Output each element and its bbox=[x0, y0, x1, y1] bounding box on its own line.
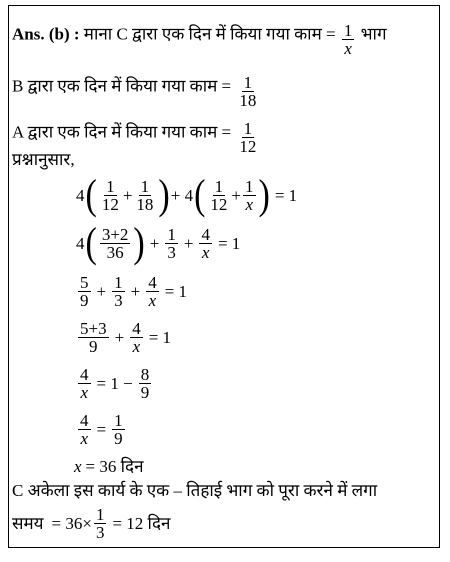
eq2-coef: 4 bbox=[76, 233, 85, 253]
eq1-f1-num: 1 bbox=[106, 177, 115, 196]
line3-text: A द्वारा एक दिन में किया गया काम = bbox=[12, 122, 232, 142]
line-ans bbox=[12, 18, 387, 58]
eq6-mid: = bbox=[96, 419, 107, 439]
equation-7 bbox=[74, 457, 144, 477]
line2-frac-num: 1 bbox=[243, 73, 253, 92]
eq5-f1-den: x bbox=[80, 383, 89, 402]
line3-frac-num: 1 bbox=[243, 119, 253, 138]
eq2-f1-num: 3+2 bbox=[101, 225, 129, 244]
line2-frac bbox=[237, 74, 258, 109]
result-frac-den: 3 bbox=[95, 523, 105, 542]
eq7-lhs: x bbox=[74, 457, 82, 476]
equation-5 bbox=[76, 366, 153, 401]
eq3-f1-num: 5 bbox=[80, 273, 89, 292]
line2-text: B द्वारा एक दिन में किया गया काम = bbox=[12, 76, 232, 96]
eq3-f2-den: 3 bbox=[114, 291, 123, 310]
result-line bbox=[12, 506, 174, 541]
eq3-f3-num: 4 bbox=[148, 273, 157, 292]
line-accordingly: प्रश्नानुसार, bbox=[12, 150, 75, 169]
eq1-rhs: = 1 bbox=[274, 185, 298, 205]
eq4-f1-num: 5+3 bbox=[80, 319, 107, 338]
eq1-f3-num: 1 bbox=[214, 177, 224, 196]
eq3-rhs: = 1 bbox=[164, 281, 188, 301]
eq4-f2-num: 4 bbox=[132, 319, 141, 338]
eq1-f3-den: 12 bbox=[210, 195, 228, 214]
eq1-f4-den: x bbox=[245, 195, 254, 214]
eq1-plus1: + bbox=[122, 185, 133, 205]
eq6-f2-den: 9 bbox=[114, 429, 123, 448]
equation-1: 4 ( $\frac{1}{12}$ + $\frac{1}{18}$ ) + 4 ( $\frac{1}{12}$ + $\frac{1}{x}$ ) = 1 bbox=[76, 171, 298, 218]
eq6-f2-num: 1 bbox=[114, 411, 123, 430]
eq2-f2-den: 3 bbox=[167, 243, 176, 262]
eq1-f4-num: 1 bbox=[245, 177, 254, 196]
eq2-f3-num: 4 bbox=[201, 225, 210, 244]
eq3-f2-num: 1 bbox=[114, 273, 123, 292]
line1-text: माना C द्वारा एक दिन में किया गया काम = bbox=[83, 24, 336, 44]
eq6-f1-den: x bbox=[80, 429, 89, 448]
eq1-f1-den: 12 bbox=[101, 195, 119, 214]
line1-tail: भाग bbox=[360, 24, 387, 44]
eq1-coef1: 4 bbox=[76, 185, 85, 205]
eq1-plus2: + bbox=[231, 185, 242, 205]
eq6-f1-num: 4 bbox=[80, 411, 89, 430]
line3-frac-den: 12 bbox=[239, 137, 257, 156]
equation-6 bbox=[76, 412, 127, 447]
equation-4: $\frac{5+3}{9}$ + $\frac{4}{x}$ = 1 bbox=[80, 319, 172, 356]
eq1-f2-num: 1 bbox=[140, 177, 150, 196]
result-label: समय bbox=[12, 513, 44, 533]
eq4-f1-den: 9 bbox=[89, 337, 98, 356]
eq3-f3-den: x bbox=[148, 291, 157, 310]
equation-2: 4 ( $\frac{3+2}{36}$ ) + $\frac{1}{3}$ + $\frac{4}{x}$ = 1 bbox=[76, 219, 241, 266]
eq3-f1-den: 9 bbox=[80, 291, 89, 310]
line1-frac bbox=[342, 22, 355, 57]
eq5-f2-den: 9 bbox=[140, 383, 150, 402]
eq2-f1-den: 36 bbox=[106, 243, 124, 262]
line1-frac-den: x bbox=[344, 39, 352, 58]
line-a bbox=[12, 116, 260, 156]
result-frac-num: 1 bbox=[95, 505, 105, 524]
eq7-rhs: = 36 दिन bbox=[85, 457, 144, 476]
eq2-f2-num: 1 bbox=[167, 225, 176, 244]
eq1-f2-den: 18 bbox=[136, 195, 154, 214]
equation-3: $\frac{5}{9}$ + $\frac{1}{3}$ + $\frac{4}{x}$ = 1 bbox=[80, 273, 188, 310]
result-post: = 12 दिन bbox=[112, 513, 171, 533]
line1-frac-num: 1 bbox=[343, 21, 353, 40]
eq4-rhs: = 1 bbox=[148, 327, 172, 347]
eq2-rhs: = 1 bbox=[217, 233, 241, 253]
ans-label: Ans. (b) : bbox=[12, 24, 80, 44]
line2-frac-den: 18 bbox=[239, 91, 257, 110]
eq5-f1-num: 4 bbox=[80, 365, 89, 384]
result-pre: = 36× bbox=[51, 513, 92, 533]
line-b bbox=[12, 70, 260, 110]
eq2-f3-den: x bbox=[201, 243, 210, 262]
eq5-f2-num: 8 bbox=[140, 365, 150, 384]
cut-off-next-line bbox=[176, 551, 438, 557]
line3-frac bbox=[237, 120, 258, 155]
line-c: C अकेला इस कार्य के एक – तिहाई भाग को पूरा करने में लगा bbox=[12, 481, 378, 500]
eq4-f2-den: x bbox=[132, 337, 141, 356]
eq1-coef2: + 4 bbox=[170, 185, 194, 205]
eq5-mid: = 1 − bbox=[96, 373, 133, 393]
